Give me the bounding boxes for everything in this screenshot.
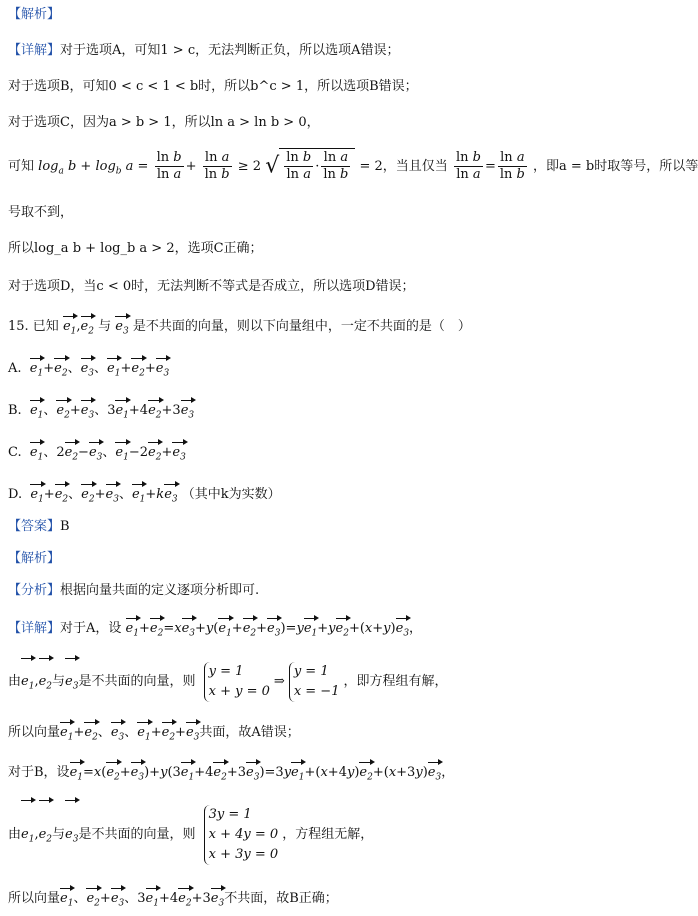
detail-tag: 【详解】	[8, 43, 61, 58]
p14-l4-post: ，即a = b时取等号，所以等	[533, 159, 698, 174]
p14-line-3: 对于选项C，因为a > b > 1，所以ln a > ln b > 0，	[8, 115, 320, 130]
a-conclusion: 所以向量$e_1+e_2$、$e_3$、$e_1+e_2+e_3$共面，故A错误；	[8, 718, 643, 747]
answer-tag: 【答案】	[8, 519, 61, 534]
answer-line	[8, 518, 643, 536]
system-b: 3y = 1 x + 4y = 0 x + 3y = 0	[204, 805, 279, 865]
q15-stem-mid: 与	[98, 319, 112, 334]
detail-a-pre: 对于A，设	[60, 621, 122, 636]
detail-tag-2: 【详解】	[8, 621, 61, 636]
a-conclusion-pre: 所以向量	[8, 725, 61, 740]
frac-lna-lnb: $\frac{\text{ln a}}{\text{ln b}}$	[204, 150, 230, 182]
breakdown-tag: 【分析】	[8, 583, 61, 598]
breakdown-line	[8, 582, 643, 600]
sys-a-pre: 由	[8, 674, 22, 689]
q15-stem-post: 是不共面的向量，则以下向量组中，一定不共面的是（ ）	[132, 319, 471, 334]
option-c: C. $e_1$、$2e_2-e_3$、$e_1-2e_2+e_3$	[8, 438, 643, 467]
p14-line-7: 对于选项D，当c < 0时，无法判断不等式是否成立，所以选项D错误；	[8, 279, 415, 294]
p14-line-6: 所以log_a b + log_b a > 2，选项C正确；	[8, 241, 263, 256]
option-d-note: （其中k为实数）	[181, 487, 281, 502]
b-conclusion: 所以向量$e_1$、$e_2+e_3$、$3e_1+4e_2+3e_3$不共面，故B正确；	[8, 884, 643, 913]
a-conclusion-text: 共面，故A错误；	[199, 725, 300, 740]
p14-text-1: 对于选项A，可知1 > c，无法判断正负，所以选项A错误；	[60, 43, 400, 58]
q15-stem-pre: 15. 已知	[8, 319, 59, 334]
analysis-tag: 【解析】	[8, 7, 61, 22]
vec-e3: $e_3$	[115, 312, 128, 341]
sqrt-body: $\frac{\text{ln b}}{\text{ln a}}$ · $\frac{\text{ln a}}{\text{ln b}}$	[279, 148, 355, 185]
sqrt-icon: √	[265, 153, 280, 179]
sys-b-pre: 由	[8, 827, 22, 842]
answer-value: B	[60, 519, 70, 534]
option-b: B. $e_1$、$e_2+e_3$、$3e_1+4e_2+3e_3$	[8, 396, 643, 425]
p14-line-1	[8, 42, 643, 60]
q15-stem: 15. 已知 $e_1,e_2$ 与 $e_3$ 是不共面的向量，则以下向量组中，一定不共面的是（ ）	[8, 312, 643, 341]
option-d: D. $e_1+e_2$、$e_2+e_3$、$e_1+ke_3$ （其中k为实数）	[8, 480, 643, 509]
detail-b-line: 对于B，设$e_1=x(e_2+e_3)+y(3e_1+4e_2+3e_3)=3ye_1+(x+4y)e_2+(x+3y)e_3$，	[8, 758, 643, 787]
system-b-line: 由$e_1,e_2$与$e_3$是不共面的向量，则 3y = 1 x + 4y = 0 x + 3y = 0 ，方程组无解，	[8, 796, 643, 873]
analysis-tag-2: 【解析】	[8, 551, 61, 566]
b-conclusion-text: 不共面，故B正确；	[224, 891, 338, 906]
system-a-result: y = 1 x = −1	[289, 662, 340, 702]
p14-line-5: 号取不到，	[8, 205, 74, 220]
option-c-label: C.	[8, 445, 22, 460]
sys-a-mid: 与	[52, 674, 66, 689]
sys-b-result-text: ，方程组无解，	[282, 827, 374, 842]
system-a-line: 由$e_1,e_2$与$e_3$是不共面的向量，则 y = 1 x + y = 0 ⇒ y = 1 x = −1 ，即方程组有解，	[8, 654, 643, 709]
p14-line-4: 可知 $\log_a b + \log_b a$ = $\frac{\text{ln b}}{\text{ln a}}$ + $\frac{\text{ln a}}{\text{ln b}}$ ≥ 2 √ $\frac{\text{ln b}}{\text{ln a}}$ · $\frac{\text{ln a}}{\text{ln b}}$ = 2，当且仅当 $\frac{\text{ln b}}{\text{ln a}}$ = $\frac{\text{ln a}}{\text{ln b}}$ ，即a = b时取等号，所以等	[8, 148, 643, 190]
breakdown-text: 根据向量共面的定义逐项分析即可.	[60, 583, 260, 598]
frac-cond-1: $\frac{\text{ln b}}{\text{ln a}}$	[455, 150, 481, 182]
sys-b-post: 是不共面的向量，则	[78, 827, 196, 842]
option-d-label: D.	[8, 487, 23, 502]
b-conclusion-pre: 所以向量	[8, 891, 61, 906]
p14-l4-eq: ≥ 2	[237, 159, 262, 174]
sys-b-mid: 与	[52, 827, 66, 842]
vec-e2: $e_2$	[81, 312, 94, 341]
option-b-label: B.	[8, 403, 22, 418]
p14-l4-pre: 可知	[8, 159, 35, 174]
option-a-label: A.	[8, 361, 22, 376]
sys-a-post: 是不共面的向量，则	[78, 674, 196, 689]
p14-line-2: 对于选项B，可知0 < c < 1 < b时，所以b^c > 1，所以选项B错误；	[8, 79, 418, 94]
frac-cond-2: $\frac{\text{ln a}}{\text{ln b}}$	[499, 150, 525, 182]
detail-a-line: 【详解】对于A，设 $e_1+e_2=xe_3+y(e_1+e_2+e_3)=ye_1+ye_2+(x+y)e_3$，	[8, 614, 643, 643]
sys-a-result-text: ，即方程组有解，	[343, 674, 448, 689]
detail-b-pre: 对于B，设	[8, 765, 70, 780]
frac-lnb-lna: $\frac{\text{ln b}}{\text{ln a}}$	[156, 150, 182, 182]
vec-e1: $e_1$	[63, 312, 76, 341]
system-a: y = 1 x + y = 0	[204, 662, 270, 702]
log-expression: $\log_a b + \log_b a$ =	[38, 159, 149, 177]
option-a: A. $e_1+e_2$、$e_3$、$e_1+e_2+e_3$	[8, 354, 643, 383]
p14-l4-eq2: = 2，当且仅当	[359, 159, 448, 174]
